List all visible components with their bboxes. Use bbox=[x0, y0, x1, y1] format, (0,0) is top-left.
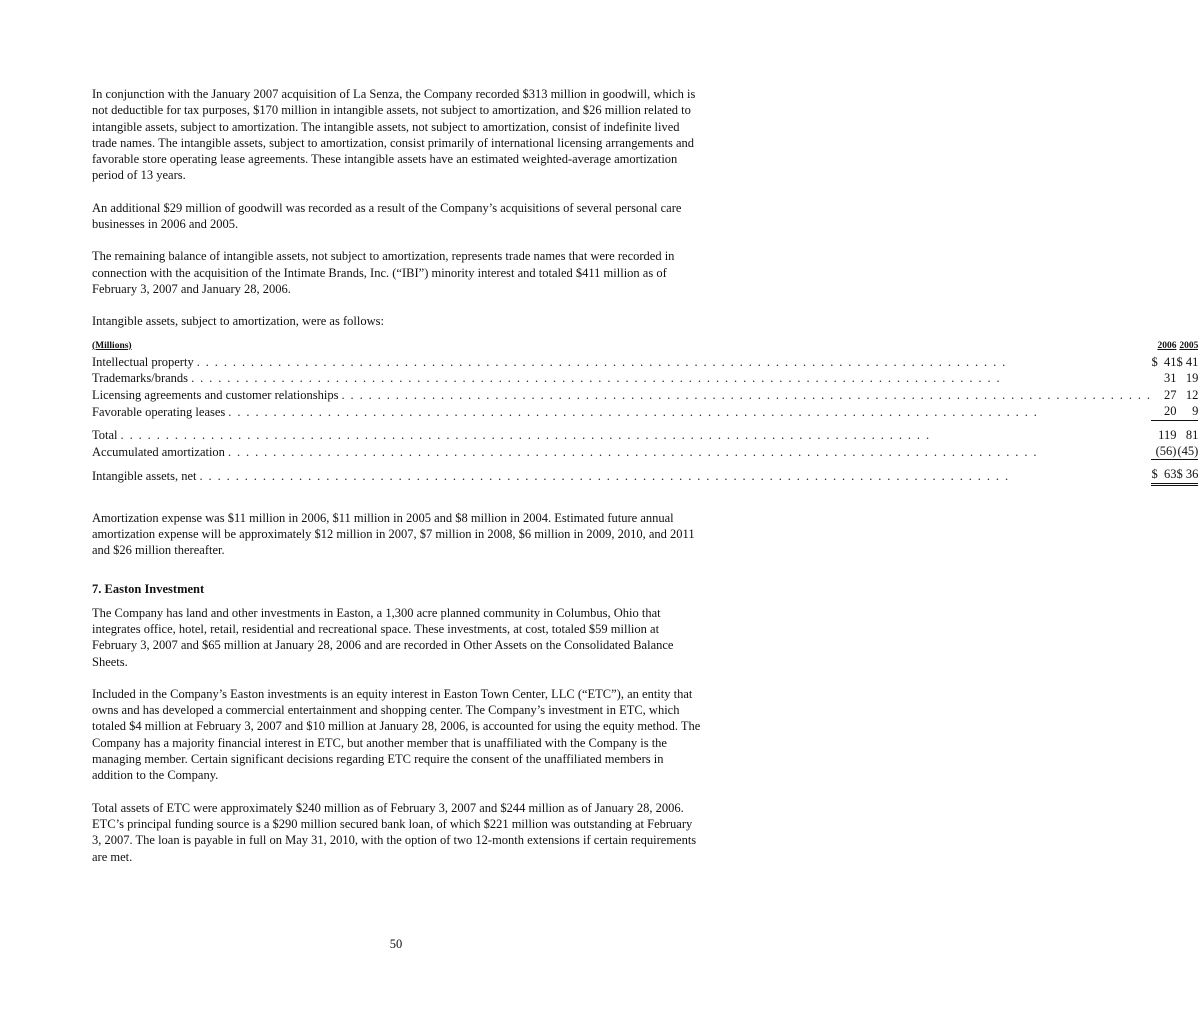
table-row: Licensing agreements and customer relationships . . . . . . . . . . . . . . . . . . . . . . . . . . . . . . . . . . . . . . . . . . . . . . . . . . . . . . . . . . . . . . . . . . . . . . . . . . . . . . . . . . . . . . . . . . 27 12 bbox=[92, 387, 1198, 402]
table-row: Trademarks/brands . . . . . . . . . . . . . . . . . . . . . . . . . . . . . . . . . . . . . . . . . . . . . . . . . . . . . . . . . . . . . . . . . . . . . . . . . . . . . . . . . . . . . . . . . . 31 19 bbox=[92, 371, 1198, 386]
row-label: Accumulated amortization bbox=[92, 445, 228, 459]
paragraph-remaining-balance: The remaining balance of intangible assets, not subject to amortization, represents trade names that were recorded in connection with the acquisition of the Intimate Brands, Inc. (“IBI”) minority interest and totaled $411 million as of February 3, 2007 and January 28, 2006. bbox=[92, 249, 675, 296]
value-2005: 9 bbox=[1192, 404, 1198, 419]
value-2006: (56) bbox=[1155, 444, 1177, 458]
table-units-label: (Millions) bbox=[92, 340, 132, 351]
column-header-2006: 2006 bbox=[1157, 340, 1177, 351]
value-2005: (45) bbox=[1177, 444, 1198, 458]
paragraph-amortization-expense: Amortization expense was $11 million in 2006, $11 million in 2005 and $8 million in 2004. Estimated future annual amortization expense will be approximately $12 million in 2007, $7 million in 2008, $6 million in 2009, 2010, and 2011 and $26 million thereafter. bbox=[92, 510, 695, 558]
value-2006: 119 bbox=[1158, 427, 1177, 442]
table-row: Favorable operating leases . . . . . . . . . . . . . . . . . . . . . . . . . . . . . . . . . . . . . . . . . . . . . . . . . . . . . . . . . . . . . . . . . . . . . . . . . . . . . . . . . . . . . . . . . . 20 9 bbox=[92, 404, 1198, 419]
row-label: Intangible assets, net bbox=[92, 469, 200, 483]
row-label: Total bbox=[92, 428, 121, 442]
document-page bbox=[92, 86, 1198, 881]
paragraph-additional-goodwill: An additional $29 million of goodwill was recorded as a result of the Company’s acquisitions of several personal care businesses in 2006 and 2005. bbox=[92, 200, 682, 232]
paragraph-etc-equity: Included in the Company’s Easton investments is an equity interest in Easton Town Center, LLC (“ETC”), an entity that owns and has developed a commercial entertainment and shopping center. The Company’s investment in ETC, which totaled $4 million at February 3, 2007 and $10 million at January 28, 2006, is accounted for using the equity method. The Company has a majority financial interest in ETC, but another member that is unaffiliated with the Company is the managing member. Certain significant decisions regarding ETC require the consent of the unaffiliated members in addition to the Company. bbox=[92, 686, 701, 783]
value-2005: $ 36 bbox=[1176, 467, 1198, 482]
value-2005: 12 bbox=[1185, 387, 1198, 402]
row-label: Intellectual property bbox=[92, 355, 197, 369]
paragraph-la-senza: In conjunction with the January 2007 acquisition of La Senza, the Company recorded $313 million in goodwill, which is not deductible for tax purposes, $170 million in intangible assets, not subject to amortization, and $26 million related to intangible assets, subject to amortization. The intangible assets, not subject to amortization, consist of indefinite lived trade names. The intangible assets, subject to amortization, consist primarily of international licensing arrangements and favorable store operating lease agreements. These intangible assets have an estimated weighted-average amortization period of 13 years. bbox=[92, 87, 696, 183]
intangible-assets-table bbox=[92, 338, 1198, 486]
paragraph-etc-assets: Total assets of ETC were approximately $240 million as of February 3, 2007 and $244 million as of January 28, 2006. ETC’s principal funding source is a $290 million secured bank loan, of which $221 million was outstanding at February 3, 2007. The loan is payable in full on May 31, 2010, with the option of two 12-month extensions if certain requirements are met. bbox=[92, 800, 697, 864]
table-row: Intangible assets, net . . . . . . . . . . . . . . . . . . . . . . . . . . . . . . . . . . . . . . . . . . . . . . . . . . . . . . . . . . . . . . . . . . . . . . . . . . . . . . . . . . . . . . . . . . $ 63 $ 36 bbox=[92, 467, 1198, 483]
value-2005: $ 41 bbox=[1176, 354, 1198, 369]
section-heading: 7. Easton Investment bbox=[92, 581, 205, 596]
value-2005: 81 bbox=[1185, 427, 1198, 442]
value-2006: $ 63 bbox=[1151, 467, 1177, 482]
row-label: Favorable operating leases bbox=[92, 405, 228, 419]
paragraph-easton-land: The Company has land and other investments in Easton, a 1,300 acre planned community in Columbus, Ohio that integrates office, hotel, retail, residential and recreational space. These investments, at cost, totaled $59 million at February 3, 2007 and $65 million at January 28, 2006 and are recorded in Other Assets on the Consolidated Balance Sheets. bbox=[92, 605, 674, 669]
paragraph-table-intro: Intangible assets, subject to amortization, were as follows: bbox=[92, 314, 384, 329]
value-2005: 19 bbox=[1185, 371, 1198, 386]
value-2006: 31 bbox=[1163, 371, 1177, 386]
value-2006: 27 bbox=[1163, 387, 1177, 402]
page-number: 50 bbox=[389, 937, 403, 951]
value-2006: $ 41 bbox=[1151, 354, 1177, 369]
table-row: Intellectual property . . . . . . . . . . . . . . . . . . . . . . . . . . . . . . . . . . . . . . . . . . . . . . . . . . . . . . . . . . . . . . . . . . . . . . . . . . . . . . . . . . . . . . . . . . $ 41 $ 41 bbox=[92, 354, 1198, 369]
table-row: Total . . . . . . . . . . . . . . . . . . . . . . . . . . . . . . . . . . . . . . . . . . . . . . . . . . . . . . . . . . . . . . . . . . . . . . . . . . . . . . . . . . . . . . . . . . 119 81 bbox=[92, 427, 1198, 442]
value-2006: 20 bbox=[1163, 404, 1177, 419]
row-label: Licensing agreements and customer relationships bbox=[92, 388, 341, 402]
table-header-row bbox=[92, 338, 1198, 354]
column-header-2005: 2005 bbox=[1179, 340, 1198, 351]
table-row: Accumulated amortization . . . . . . . . . . . . . . . . . . . . . . . . . . . . . . . . . . . . . . . . . . . . . . . . . . . . . . . . . . . . . . . . . . . . . . . . . . . . . . . . . . . . . . . . . . (56) (45) bbox=[92, 444, 1198, 459]
row-label: Trademarks/brands bbox=[92, 371, 191, 385]
